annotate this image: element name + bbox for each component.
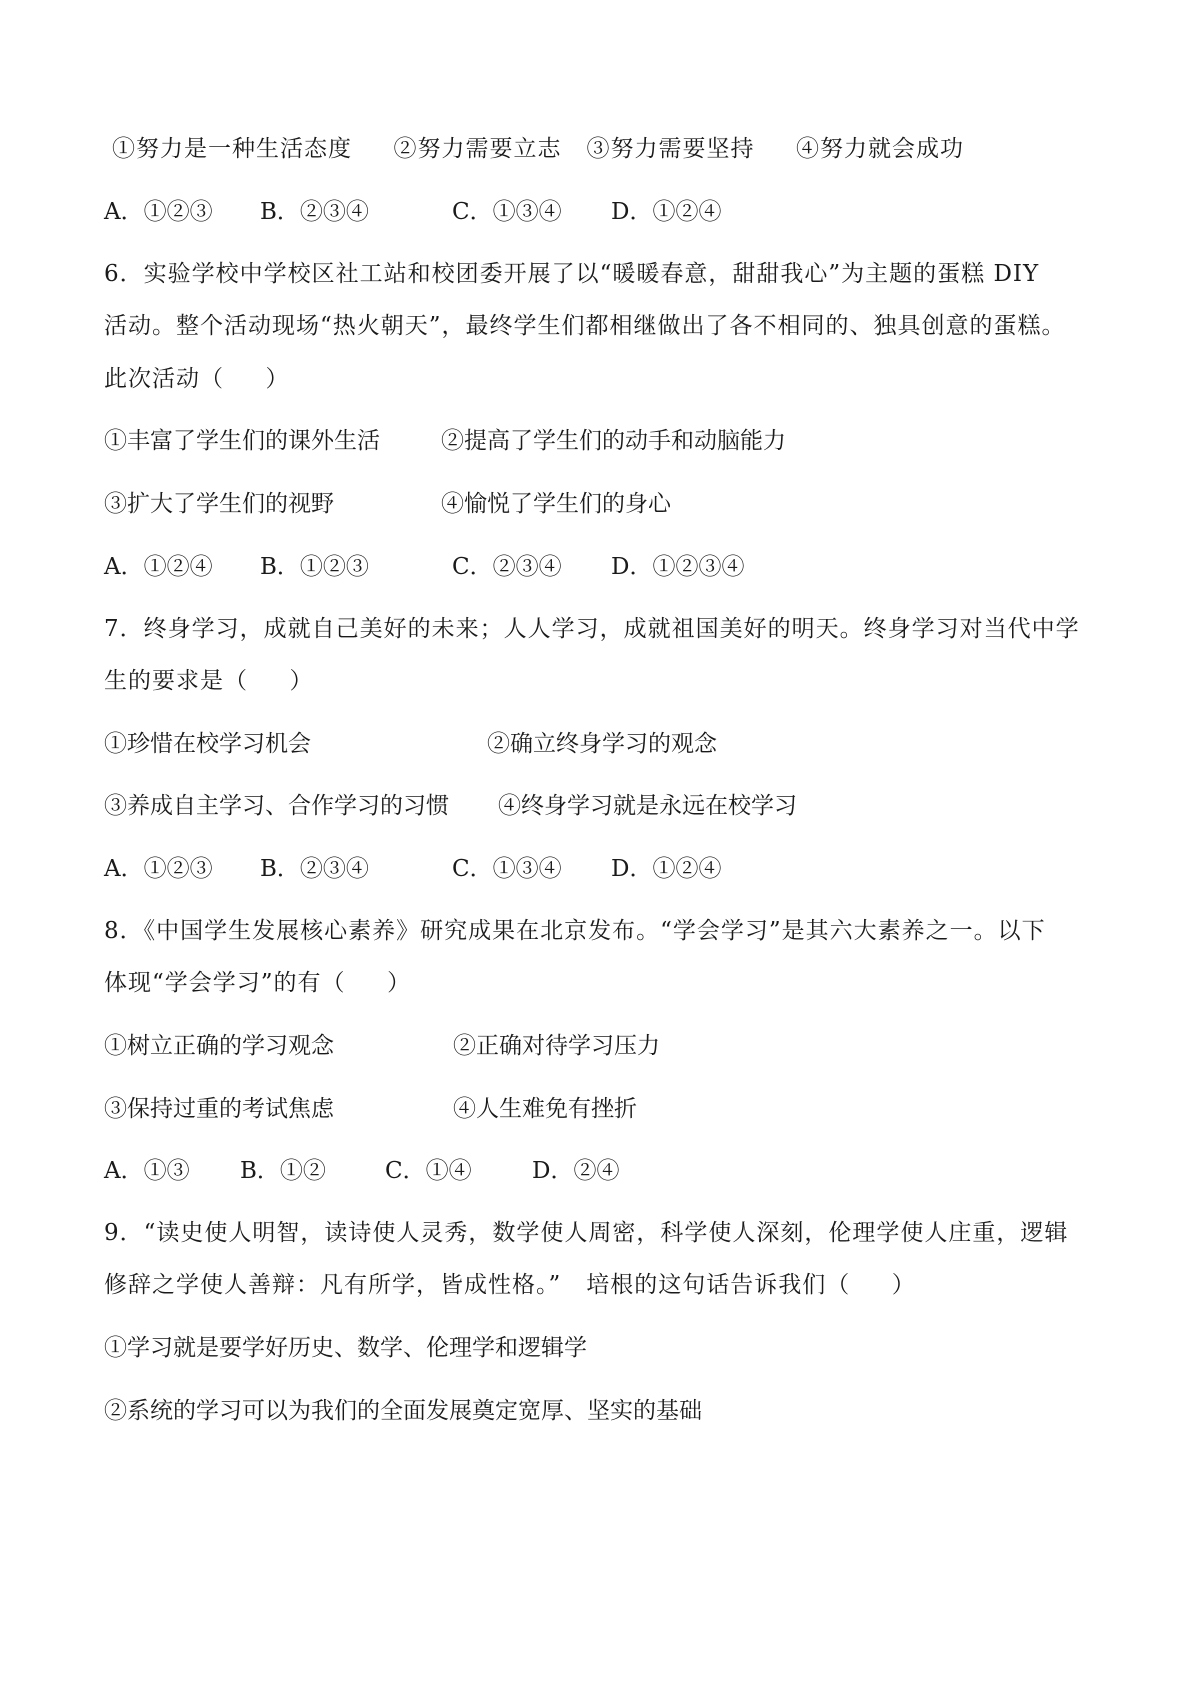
q6-option-d: D．①②③④ — [611, 554, 745, 580]
q5-option-a: A．①②③ — [104, 199, 213, 225]
q8-statement-2: ②正确对待学习压力 — [453, 1033, 660, 1059]
q8-statement-3: ③保持过重的考试焦虑 — [104, 1096, 334, 1122]
q6-option-b: B．①②③ — [260, 554, 369, 580]
q9-stem-line-2: 修辞之学使人善辩：凡有所学，皆成性格。” 培根的这句话告诉我们（ ） — [104, 1272, 916, 1298]
q5-option-d: D．①②④ — [611, 199, 722, 225]
q8-option-c: C．①④ — [385, 1158, 472, 1184]
q7-statement-2: ②确立终身学习的观念 — [487, 731, 717, 757]
q6-stem-line-3: 此次活动（ ） — [104, 366, 290, 392]
q8-option-a: A．①③ — [104, 1158, 190, 1184]
q5-statements-line: ①努力是一种生活态度 ②努力需要立志 ③努力需要坚持 ④努力就会成功 — [112, 136, 965, 162]
q7-option-b: B．②③④ — [260, 856, 369, 882]
q9-statement-2: ②系统的学习可以为我们的全面发展奠定宽厚、坚实的基础 — [104, 1398, 702, 1424]
q8-stem-line-2: 体现“学会学习”的有（ ） — [104, 970, 412, 996]
q6-statement-2: ②提高了学生们的动手和动脑能力 — [441, 428, 786, 454]
q8-statement-1: ①树立正确的学习观念 — [104, 1033, 334, 1059]
q7-option-d: D．①②④ — [611, 856, 722, 882]
q6-option-a: A．①②④ — [104, 554, 213, 580]
q5-option-b: B．②③④ — [260, 199, 369, 225]
q8-stem-line-1: 8．《中国学生发展核心素养》研究成果在北京发布。“学会学习”是其六大素养之一。以下 — [104, 918, 1046, 944]
q6-option-c: C．②③④ — [452, 554, 562, 580]
q6-statement-3: ③扩大了学生们的视野 — [104, 491, 334, 517]
q6-stem-line-2: 活动。整个活动现场“热火朝天”，最终学生们都相继做出了各不相同的、独具创意的蛋糕。 — [104, 313, 1066, 339]
q5-option-c: C．①③④ — [452, 199, 562, 225]
q7-option-a: A．①②③ — [104, 856, 213, 882]
q7-stem-line-2: 生的要求是（ ） — [104, 668, 314, 694]
q9-stem-line-1: 9．“读史使人明智，读诗使人灵秀，数学使人周密，科学使人深刻，伦理学使人庄重，逻辑 — [104, 1220, 1069, 1246]
q7-statement-4: ④终身学习就是永远在校学习 — [498, 793, 797, 819]
q8-option-b: B．①② — [240, 1158, 326, 1184]
q7-stem-line-1: 7．终身学习，成就自己美好的未来；人人学习，成就祖国美好的明天。终身学习对当代中学 — [104, 616, 1080, 642]
q6-statement-1: ①丰富了学生们的课外生活 — [104, 428, 380, 454]
q8-statement-4: ④人生难免有挫折 — [453, 1096, 637, 1122]
q7-statement-1: ①珍惜在校学习机会 — [104, 731, 311, 757]
q8-option-d: D．②④ — [532, 1158, 620, 1184]
q6-statement-4: ④愉悦了学生们的身心 — [441, 491, 671, 517]
q6-stem-line-1: 6．实验学校中学校区社工站和校团委开展了以“暖暖春意，甜甜我心”为主题的蛋糕 DIY — [104, 261, 1040, 287]
q9-statement-1: ①学习就是要学好历史、数学、伦理学和逻辑学 — [104, 1335, 587, 1361]
q7-statement-3: ③养成自主学习、合作学习的习惯 — [104, 793, 449, 819]
q7-option-c: C．①③④ — [452, 856, 562, 882]
